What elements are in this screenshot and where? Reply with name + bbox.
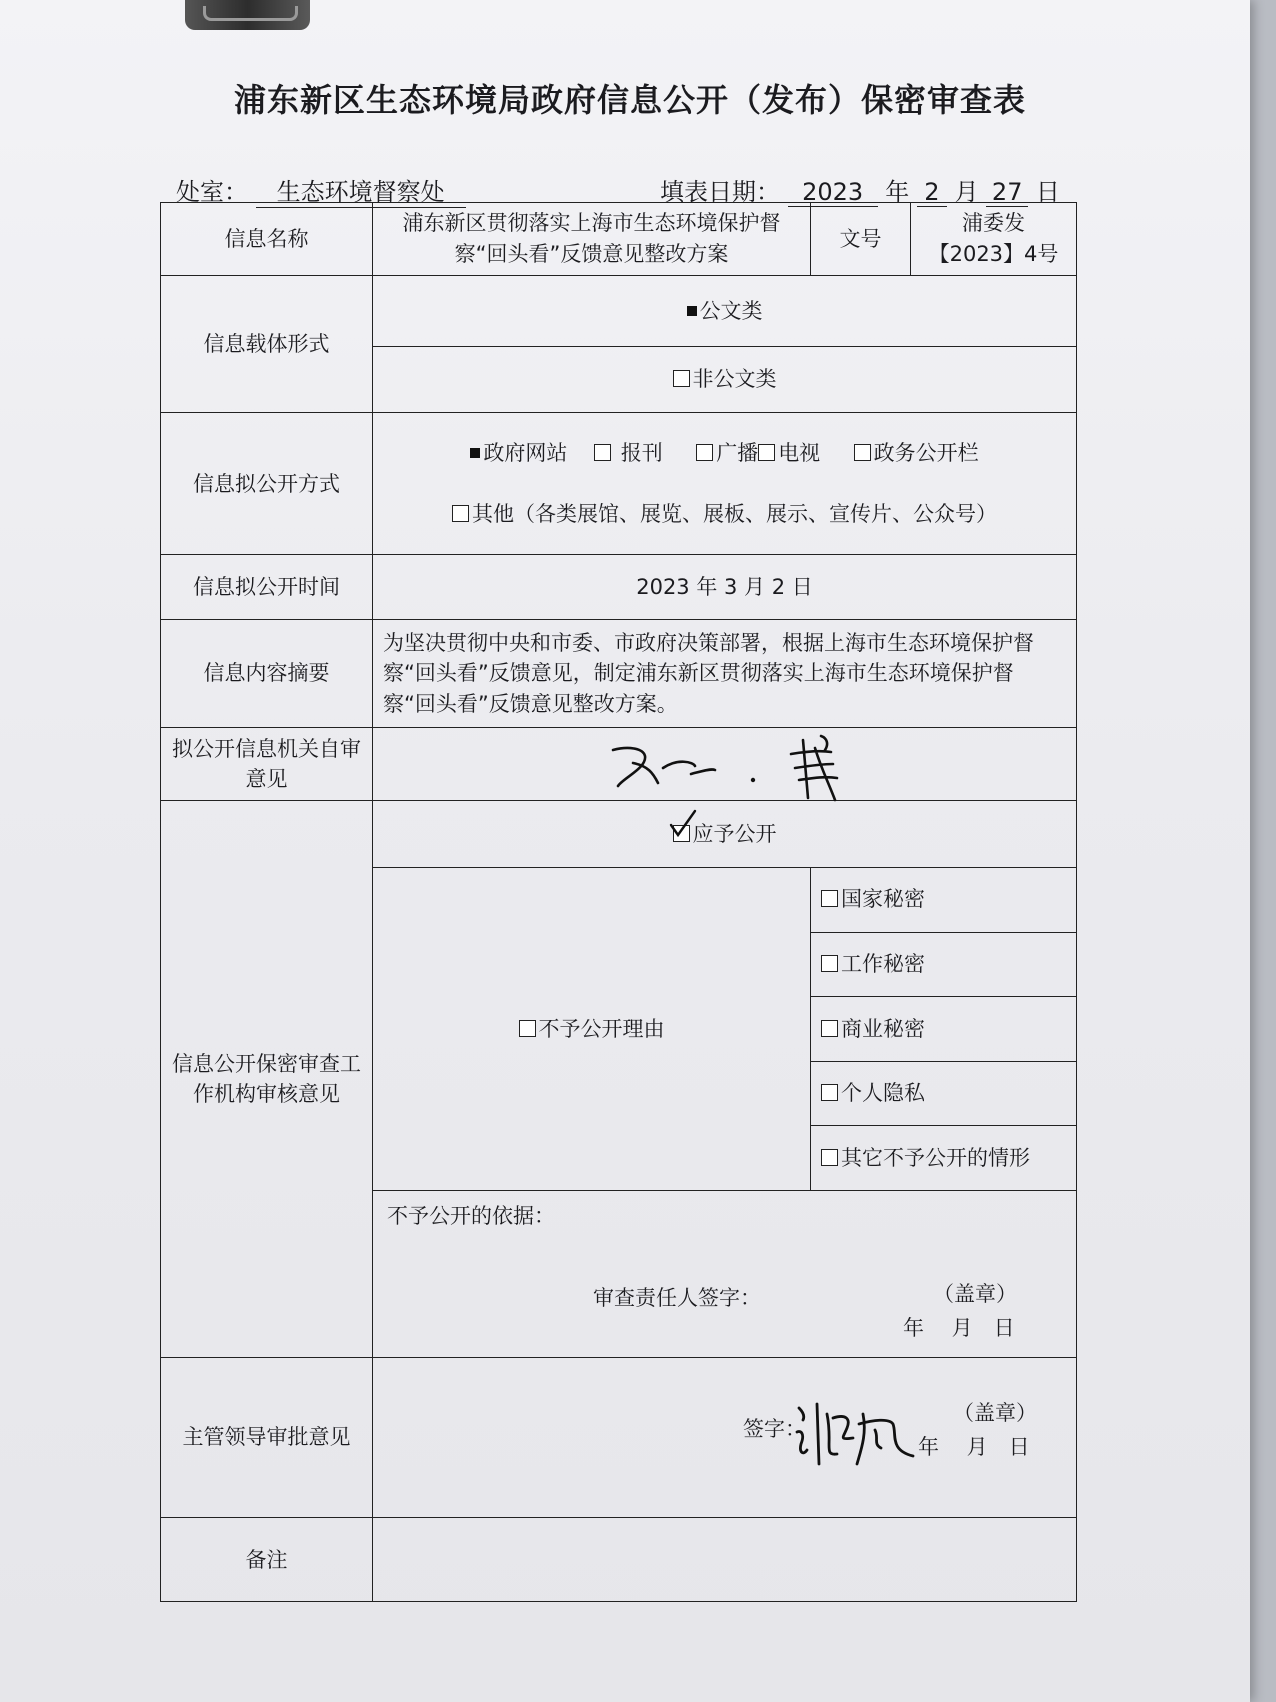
date-day: 27 [986, 178, 1028, 207]
office-label: 处室： [176, 178, 248, 206]
empty-checkbox-icon [821, 1020, 838, 1037]
empty-checkbox-icon [673, 370, 690, 387]
reason-other[interactable]: 其它不予公开的情形 [811, 1126, 1077, 1191]
leader-label: 主管领导审批意见 [161, 1357, 373, 1518]
time-label: 信息拟公开时间 [161, 555, 373, 620]
date-year: 2023 [788, 178, 878, 207]
empty-checkbox-icon [594, 444, 611, 461]
leader-date-placeholder: 年 月 日 [918, 1434, 1030, 1459]
date-label: 填表日期： [660, 178, 780, 206]
office-value: 生态环境督察处 [256, 172, 466, 208]
empty-checkbox-icon [696, 444, 713, 461]
leader-handwritten-signature-icon [793, 1394, 923, 1474]
method-option-website[interactable]: 政府网站 [470, 441, 567, 465]
date-month: 2 [917, 178, 947, 207]
empty-checkbox-icon [821, 1084, 838, 1101]
summary-label: 信息内容摘要 [161, 619, 373, 727]
empty-checkbox-icon [821, 890, 838, 907]
leader-seal-label: （盖章） [953, 1400, 1037, 1425]
filled-checkbox-icon [687, 306, 697, 316]
carrier-option-official[interactable]: 公文类 [373, 275, 1077, 346]
date-month-unit: 月 [954, 178, 979, 206]
method-options [373, 413, 1077, 555]
not-open-basis-label: 不予公开的依据： [387, 1204, 555, 1229]
info-name-value: 浦东新区贯彻落实上海市生态环境保护督察“回头看”反馈意见整改方案 [373, 203, 811, 276]
handwritten-signature-icon [603, 728, 863, 808]
method-option-broadcast[interactable]: 广播 [696, 441, 758, 465]
empty-checkbox-icon [854, 444, 871, 461]
leader-sign-label: 签字： [743, 1416, 806, 1441]
reviewer-sign-label: 审查责任人签字： [593, 1286, 761, 1311]
reviewer-date-placeholder: 年 月 日 [903, 1316, 1015, 1341]
method-option-press[interactable]: 报刊 [594, 441, 663, 465]
reason-state-secret[interactable]: 国家秘密 [811, 867, 1077, 932]
reviewer-seal-label: （盖章） [933, 1282, 1017, 1307]
empty-checkbox-icon [821, 955, 838, 972]
checkmark-icon [667, 809, 697, 839]
method-label: 信息拟公开方式 [161, 413, 373, 555]
summary-value: 为坚决贯彻中央和市委、市政府决策部署，根据上海市生态环境保护督察“回头看”反馈意见，制定浦东新区贯彻落实上海市生态环境保护督察“回头看”反馈意见整改方案。 [373, 619, 1077, 727]
empty-checkbox-icon [452, 505, 469, 522]
carrier-label: 信息载体形式 [161, 275, 373, 413]
method-option-tv[interactable]: 电视 [758, 441, 820, 465]
should-open-option[interactable]: 应予公开 [373, 801, 1077, 868]
self-review-label: 拟公开信息机关自审意见 [161, 728, 373, 801]
self-review-signature-area[interactable] [373, 728, 1077, 801]
empty-checkbox-icon [758, 444, 775, 461]
method-option-board[interactable]: 政务公开栏 [854, 441, 979, 465]
info-name-label: 信息名称 [161, 203, 373, 276]
remarks-area[interactable] [373, 1518, 1077, 1602]
reason-business-secret[interactable]: 商业秘密 [811, 997, 1077, 1062]
reason-work-secret[interactable]: 工作秘密 [811, 932, 1077, 997]
confidential-review-label: 信息公开保密审查工作机构审核意见 [161, 801, 373, 1358]
page-title: 浦东新区生态环境局政府信息公开（发布）保密审查表 [233, 81, 1026, 119]
date-day-unit: 日 [1035, 178, 1060, 206]
date-year-unit: 年 [885, 178, 910, 206]
method-option-other[interactable]: 其他（各类展馆、展览、展板、展示、宣传片、公众号） [452, 502, 997, 526]
not-open-basis-area[interactable] [373, 1191, 1077, 1358]
carrier-option-unofficial[interactable]: 非公文类 [373, 346, 1077, 413]
doc-number-label: 文号 [811, 203, 911, 276]
binder-clip [185, 0, 310, 30]
doc-number-value: 浦委发【2023】4号 [911, 203, 1077, 276]
review-form-table [160, 202, 1077, 1602]
time-value: 2023 年 3 月 2 日 [373, 555, 1077, 620]
remarks-label: 备注 [161, 1518, 373, 1602]
empty-checkbox-icon [519, 1020, 536, 1037]
reason-privacy[interactable]: 个人隐私 [811, 1061, 1077, 1126]
leader-signature-area[interactable] [373, 1357, 1077, 1518]
empty-checkbox-icon [821, 1149, 838, 1166]
not-open-reason-option[interactable]: 不予公开理由 [373, 867, 811, 1190]
filled-checkbox-icon [470, 448, 480, 458]
